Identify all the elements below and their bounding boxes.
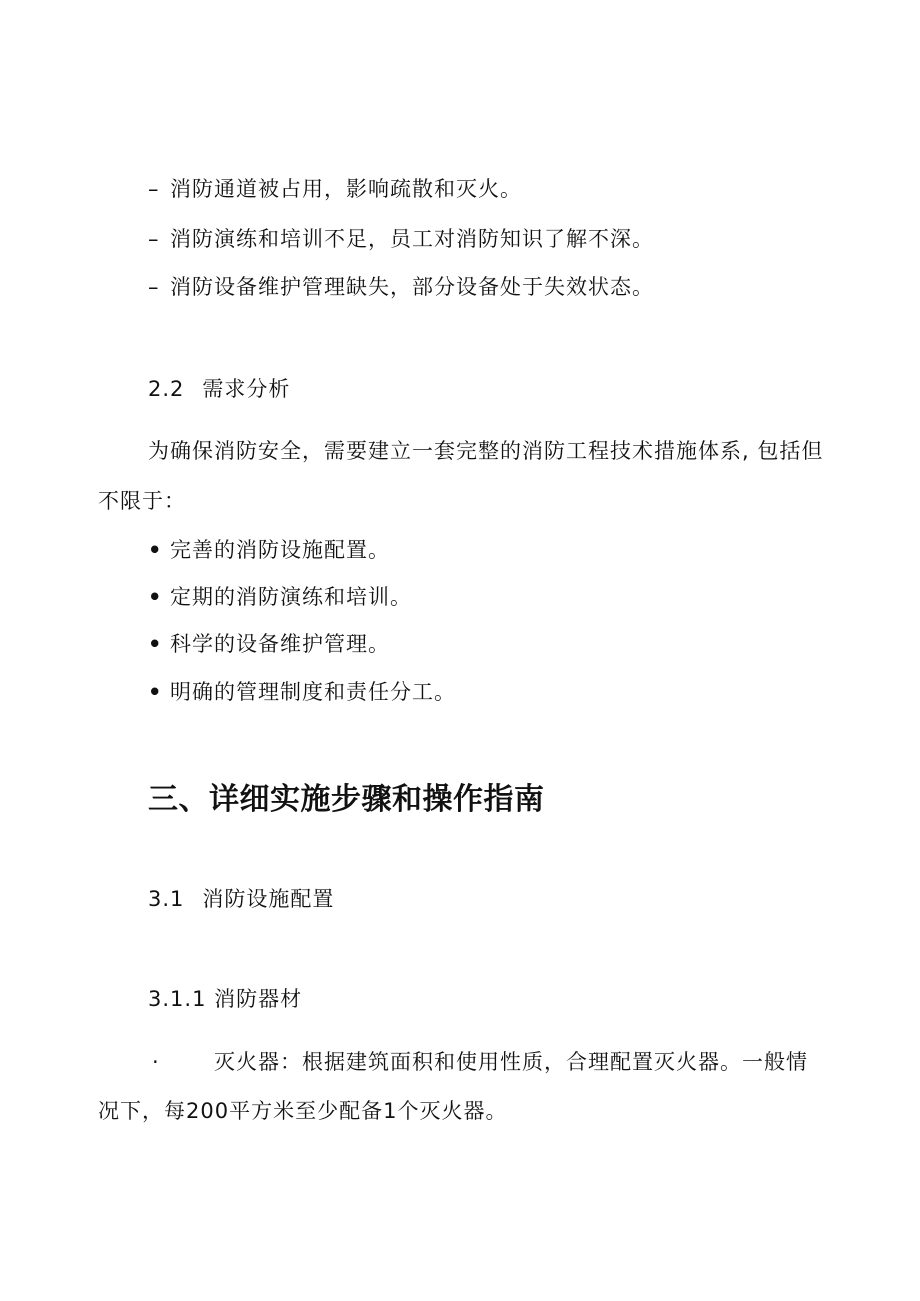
need-text-1: 完善的消防设施配置。	[170, 538, 390, 562]
chapter-3-heading: 三、详细实施步骤和操作指南	[148, 782, 545, 817]
problem-item-2	[148, 224, 654, 254]
need-text-4: 明确的管理制度和责任分工。	[170, 680, 456, 704]
problem-text-1: 消防通道被占用，影响疏散和灭火。	[170, 177, 522, 201]
section-2-2-heading	[148, 374, 290, 404]
bullet-marker: •	[148, 680, 163, 704]
dash-marker: –	[148, 227, 160, 251]
problem-item-3	[148, 272, 654, 302]
section-title: 需求分析	[202, 377, 291, 401]
need-item-4	[148, 677, 456, 707]
bullet-marker: •	[148, 632, 163, 656]
problem-text-3: 消防设备维护管理缺失，部分设备处于失效状态。	[170, 275, 654, 299]
problem-text-2: 消防演练和培训不足，员工对消防知识了解不深。	[170, 227, 654, 251]
paragraph-line-1: 为确保消防安全，需要建立一套完整的消防工程技术措施体系, 包括但	[148, 439, 824, 463]
need-item-2	[148, 582, 412, 612]
bullet-marker: •	[148, 585, 163, 609]
section-number: 3.1	[148, 887, 185, 911]
dash-marker: –	[148, 177, 160, 201]
need-text-2: 定期的消防演练和培训。	[170, 585, 412, 609]
need-item-3	[148, 629, 390, 659]
section-title: 消防设施配置	[202, 887, 335, 911]
section-number: 2.2	[148, 377, 185, 401]
section-3-1-heading	[148, 884, 334, 914]
problem-item-1	[148, 174, 522, 204]
bullet-marker: •	[148, 538, 163, 562]
section-3-1-1-heading: 3.1.1 消防器材	[148, 987, 303, 1011]
paragraph-line-2: 不限于：	[98, 489, 186, 513]
equipment-line-1: 灭火器：根据建筑面积和使用性质，合理配置灭火器。一般情	[214, 1050, 808, 1074]
equipment-line-2: 况下，每200平方米至少配备1个灭火器。	[98, 1099, 508, 1123]
dash-marker: –	[148, 275, 160, 299]
need-item-1	[148, 535, 390, 565]
need-text-3: 科学的设备维护管理。	[170, 632, 390, 656]
equipment-bullet: ·	[152, 1050, 160, 1074]
